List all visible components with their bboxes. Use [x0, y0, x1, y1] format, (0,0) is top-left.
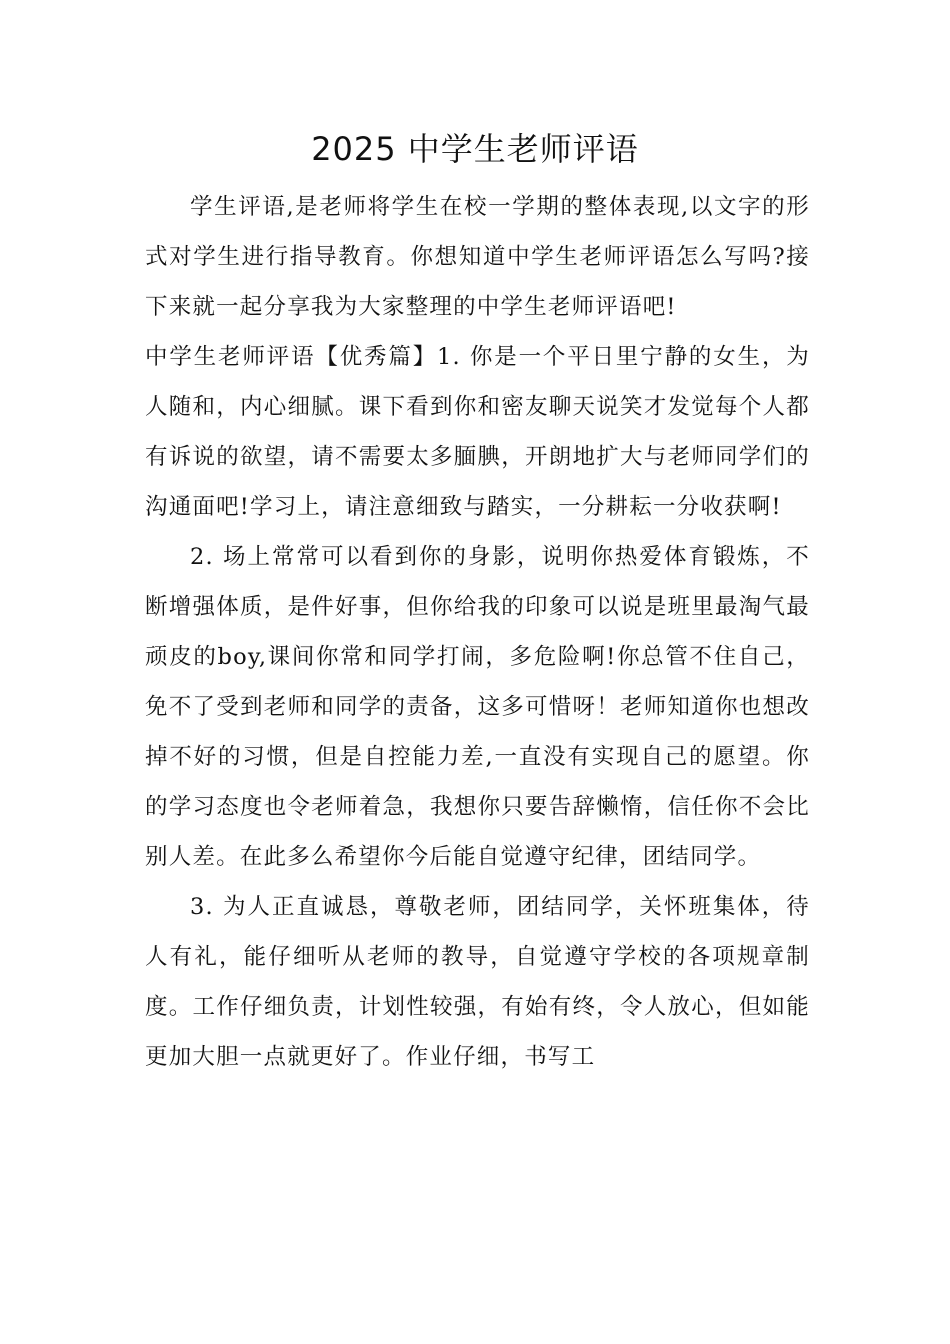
- intro-paragraph: 学生评语,是老师将学生在校一学期的整体表现,以文字的形式对学生进行指导教育。你想知道中学生老师评语怎么写吗?接下来就一起分享我为大家整理的中学生老师评语吧!: [145, 194, 810, 320]
- section-paragraph-1: [145, 332, 810, 532]
- document-body: [145, 182, 810, 1082]
- list-item-3: 3. 为人正直诚恳，尊敬老师，团结同学，关怀班集体，待人有礼，能仔细听从老师的教导，自觉遵守学校的各项规章制度。工作仔细负责，计划性较强，有始有终，令人放心，但如能更加大胆一点就更好了。作业仔细，书写工: [145, 894, 810, 1070]
- list-item-1: 1. 你是一个平日里宁静的女生，为人随和，内心细腻。课下看到你和密友聊天说笑才发觉每个人都有诉说的欲望，请不需要太多腼腆，开朗地扩大与老师同学们的沟通面吧!学习上，请注意细致与踏实，一分耕耘一分收获啊!: [145, 344, 810, 520]
- document-title: 2025 中学生老师评语: [311, 130, 639, 168]
- list-item-2: 2. 场上常常可以看到你的身影，说明你热爱体育锻炼，不断增强体质，是件好事，但你给我的印象可以说是班里最淘气最顽皮的boy,课间你常和同学打闹，多危险啊!你总管不住自己，免不了受到老师和同学的责备，这多可惜呀！老师知道你也想改掉不好的习惯，但是自控能力差,一直没有实现自己的愿望。你的学习态度也令老师着急，我想你只要告辞懒惰，信任你不会比别人差。在此多么希望你今后能自觉遵守纪律，团结同学。: [145, 544, 810, 870]
- section-heading: 中学生老师评语【优秀篇】: [145, 344, 438, 370]
